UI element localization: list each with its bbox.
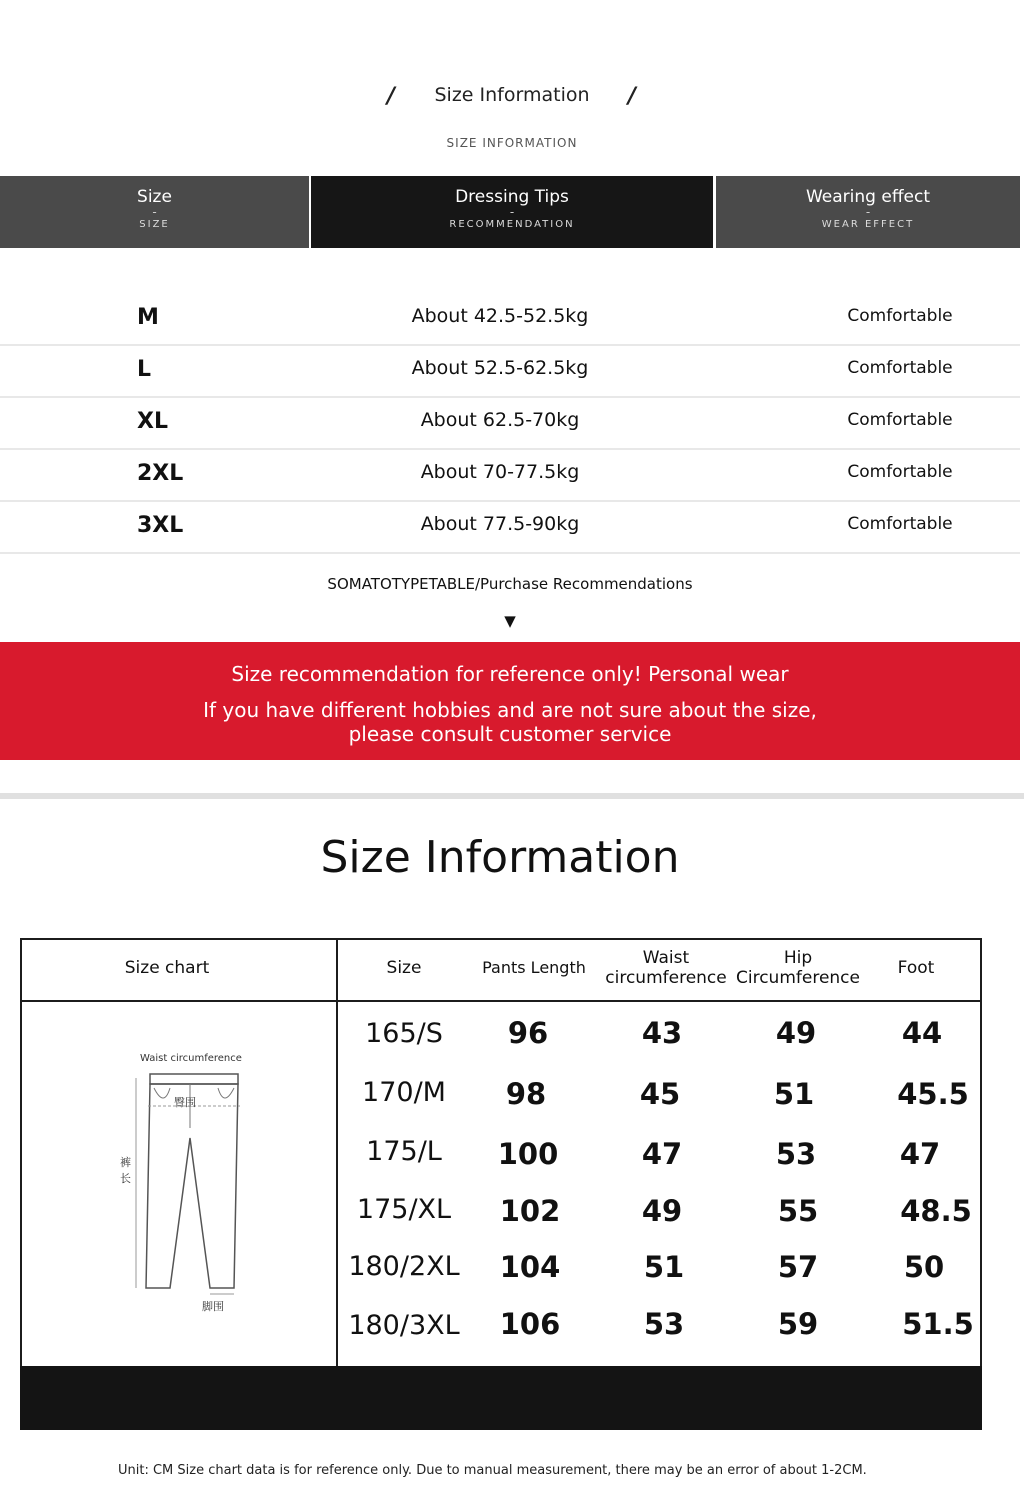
header-hip-line-2: Circumference bbox=[736, 968, 860, 988]
weight-row-weight: About 52.5-62.5kg bbox=[411, 357, 589, 379]
weight-row bbox=[0, 396, 1020, 450]
banner-line-1: Size recommendation for reference only! Personal wear bbox=[231, 662, 789, 686]
weight-row-weight: About 70-77.5kg bbox=[420, 461, 580, 483]
table-cell-length: 104 bbox=[499, 1250, 561, 1284]
length-label-2: 长 bbox=[120, 1172, 131, 1185]
foot-label: 脚围 bbox=[202, 1300, 224, 1313]
table-cell-size: 180/3XL bbox=[348, 1310, 460, 1341]
weight-row-weight: About 77.5-90kg bbox=[420, 513, 580, 535]
pants-diagram bbox=[110, 1048, 270, 1322]
weight-row-weight: About 62.5-70kg bbox=[420, 409, 580, 431]
table-cell-foot: 45.5 bbox=[897, 1077, 969, 1111]
pants-outline bbox=[146, 1084, 238, 1288]
size-chart-label: Size chart bbox=[124, 958, 210, 978]
table-footer-bar bbox=[20, 1366, 982, 1430]
weight-row-effect: Comfortable bbox=[847, 410, 953, 430]
table-cell-hip: 57 bbox=[777, 1250, 819, 1284]
weight-row-size: L bbox=[137, 357, 152, 382]
table-cell-waist: 49 bbox=[641, 1194, 683, 1228]
table-cell-hip: 53 bbox=[775, 1137, 817, 1171]
table-cell-waist: 51 bbox=[643, 1250, 685, 1284]
table-cell-waist: 43 bbox=[641, 1016, 683, 1050]
weight-row bbox=[0, 292, 1020, 346]
table-cell-foot: 50 bbox=[903, 1250, 945, 1284]
table-header-divider bbox=[22, 1000, 980, 1002]
waist-circumference-label: Waist circumference bbox=[140, 1053, 242, 1064]
table-cell-foot: 47 bbox=[899, 1137, 941, 1171]
column-header-dressing-tips bbox=[311, 176, 713, 248]
table-cell-size: 170/M bbox=[362, 1077, 446, 1108]
column-header-size-dash: - bbox=[152, 205, 157, 219]
page-subtitle: SIZE INFORMATION bbox=[446, 136, 578, 150]
length-label-1: 裤 bbox=[120, 1156, 131, 1169]
header-waist-line-1: Waist bbox=[642, 948, 690, 968]
waistband-shape bbox=[150, 1074, 238, 1084]
table-cell-hip: 51 bbox=[773, 1077, 815, 1111]
table-cell-hip: 59 bbox=[777, 1307, 819, 1341]
column-header-wear-dash: - bbox=[865, 205, 871, 219]
column-header-size-subtitle: SIZE bbox=[139, 219, 170, 230]
weight-row-size: 2XL bbox=[137, 461, 184, 486]
column-header-tips-dash: - bbox=[509, 205, 515, 219]
weight-row-effect: Comfortable bbox=[847, 514, 953, 534]
hip-label: 臀围 bbox=[174, 1096, 196, 1109]
table-cell-length: 98 bbox=[505, 1077, 547, 1111]
weight-row bbox=[0, 500, 1020, 554]
table-cell-length: 96 bbox=[507, 1016, 549, 1050]
table-cell-waist: 47 bbox=[641, 1137, 683, 1171]
weight-row-size: XL bbox=[137, 409, 168, 434]
banner-line-2: If you have different hobbies and are not sure about the size, bbox=[203, 698, 817, 722]
right-pocket-shape bbox=[218, 1088, 234, 1098]
table-cell-size: 175/L bbox=[366, 1136, 442, 1167]
header-waist-line-2: circumference bbox=[605, 968, 727, 988]
size-info-title: Size Information bbox=[320, 832, 680, 883]
weight-row-effect: Comfortable bbox=[847, 306, 953, 326]
down-arrow-icon: ▼ bbox=[504, 612, 516, 630]
title-slash-right: / bbox=[628, 84, 637, 109]
section-divider bbox=[0, 793, 1024, 799]
header-pants-length: Pants Length bbox=[482, 958, 586, 977]
notice-banner bbox=[0, 642, 1020, 760]
header-waist bbox=[600, 948, 732, 988]
table-cell-waist: 53 bbox=[643, 1307, 685, 1341]
table-cell-size: 165/S bbox=[365, 1018, 443, 1049]
weight-row-effect: Comfortable bbox=[847, 462, 953, 482]
table-cell-size: 180/2XL bbox=[348, 1251, 460, 1282]
somatotype-caption: SOMATOTYPETABLE/Purchase Recommendations bbox=[327, 575, 693, 593]
column-header-tips-title: Dressing Tips bbox=[455, 187, 569, 207]
table-cell-length: 102 bbox=[499, 1194, 561, 1228]
weight-row-effect: Comfortable bbox=[847, 358, 953, 378]
table-column-divider bbox=[336, 940, 338, 1368]
table-cell-hip: 49 bbox=[775, 1016, 817, 1050]
weight-row-size: M bbox=[137, 305, 159, 330]
header-foot: Foot bbox=[897, 958, 935, 978]
banner-line-3: please consult customer service bbox=[348, 722, 672, 746]
table-cell-foot: 51.5 bbox=[902, 1307, 974, 1341]
left-pocket-shape bbox=[154, 1088, 170, 1098]
column-header-wear-title: Wearing effect bbox=[805, 187, 930, 207]
table-cell-length: 100 bbox=[497, 1137, 559, 1171]
footnote: Unit: CM Size chart data is for reference only. Due to manual measurement, there may be an error of about 1-2CM. bbox=[118, 1463, 867, 1478]
column-header-wear-subtitle: WEAR EFFECT bbox=[821, 219, 915, 230]
table-cell-length: 106 bbox=[499, 1307, 561, 1341]
table-cell-waist: 45 bbox=[639, 1077, 681, 1111]
header-size: Size bbox=[386, 958, 422, 978]
weight-row bbox=[0, 344, 1020, 398]
column-header-tips-subtitle: RECOMMENDATION bbox=[449, 219, 575, 230]
table-cell-size: 175/XL bbox=[356, 1194, 452, 1225]
weight-row-size: 3XL bbox=[137, 513, 184, 538]
header-hip bbox=[732, 948, 864, 988]
column-header-wearing-effect bbox=[716, 176, 1020, 248]
column-header-size bbox=[0, 176, 309, 248]
page-title: Size Information bbox=[434, 84, 590, 106]
weight-row-weight: About 42.5-52.5kg bbox=[411, 305, 589, 327]
column-header-size-title: Size bbox=[137, 187, 172, 207]
header-hip-line-1: Hip bbox=[783, 948, 813, 968]
title-slash-left: / bbox=[387, 84, 396, 109]
table-cell-foot: 44 bbox=[901, 1016, 943, 1050]
weight-row bbox=[0, 448, 1020, 502]
table-cell-hip: 55 bbox=[777, 1194, 819, 1228]
table-cell-foot: 48.5 bbox=[900, 1194, 972, 1228]
